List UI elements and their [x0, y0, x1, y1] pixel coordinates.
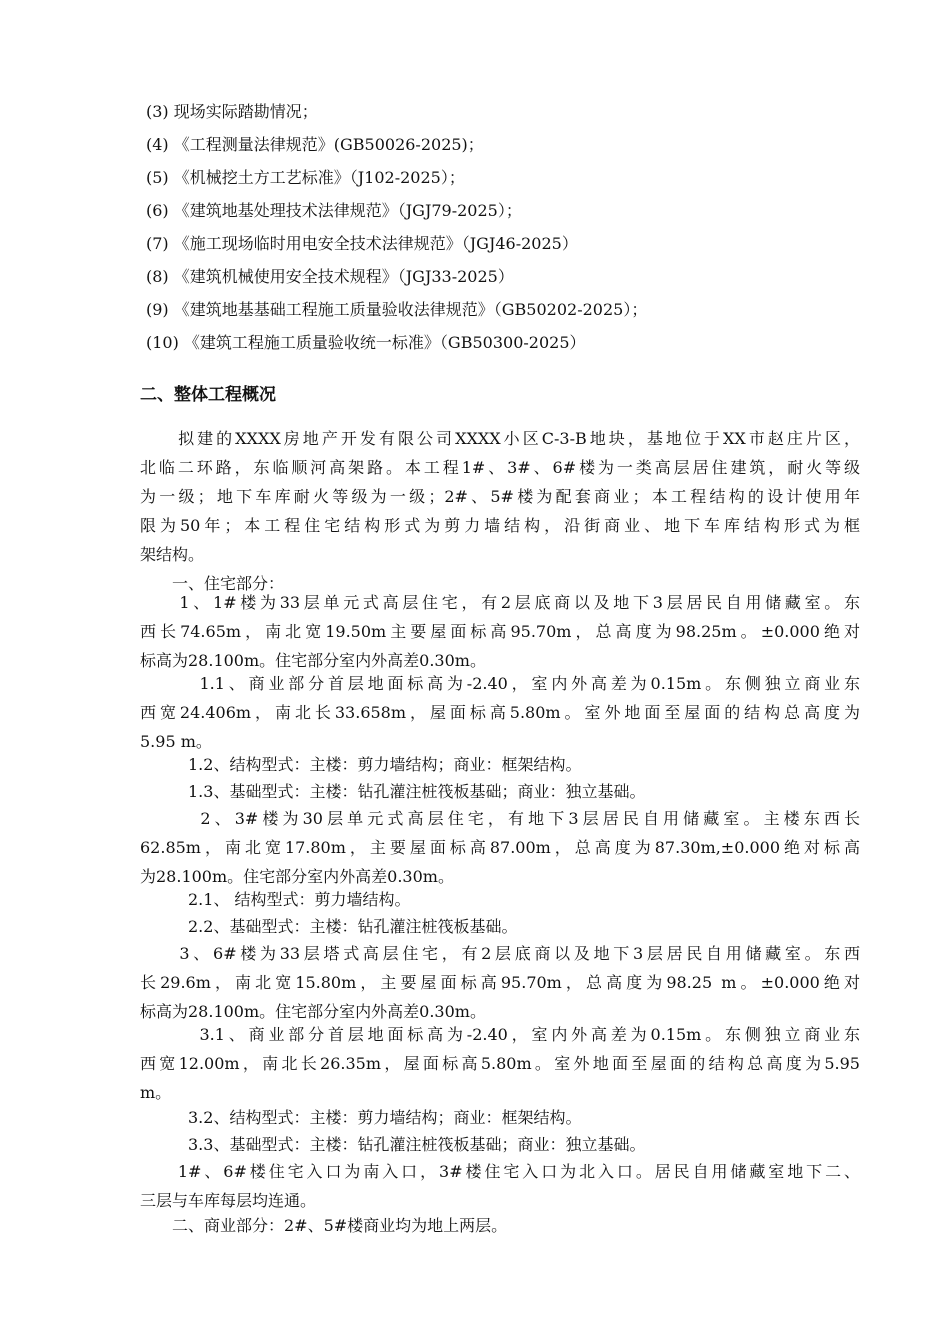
- reference-item: (9) 《建筑地基基础工程施工质量验收法律规范》（GB50202-2025）；: [146, 300, 648, 319]
- text-line: 西长74.65m，南北宽19.50m主要屋面标高95.70m，总高度为98.25m。±0.000绝对: [140, 622, 860, 641]
- text-line: 1#、6#楼住宅入口为南入口，3#楼住宅入口为北入口。居民自用储藏室地下二、: [140, 1162, 860, 1181]
- paragraph-building-1-structure: [140, 750, 860, 779]
- reference-item: (8) 《建筑机械使用安全技术规程》（JGJ33-2025）: [146, 267, 514, 286]
- text-line: 长29.6m，南北宽15.80m，主要屋面标高95.70m，总高度为98.25 m。±0.000绝对: [140, 973, 860, 992]
- paragraph-building-3-foundation: [140, 912, 860, 941]
- paragraph-building-1-commercial: [140, 669, 860, 756]
- text-line: 62.85m，南北宽17.80m，主要屋面标高87.00m，总高度为87.30m,±0.000绝对标高: [140, 838, 860, 857]
- text-line: 2.1、 结构型式：剪力墙结构。: [140, 890, 411, 909]
- paragraph-building-3-structure: [140, 885, 860, 914]
- text-line: 一、住宅部分：: [140, 574, 285, 593]
- paragraph-building-6: [140, 939, 860, 1026]
- text-line: 1.3、基础型式：主楼：钻孔灌注桩筏板基础；商业：独立基础。: [140, 782, 646, 801]
- text-line: 3.3、基础型式：主楼：钻孔灌注桩筏板基础；商业：独立基础。: [140, 1135, 646, 1154]
- text-line: 拟建的XXXX房地产开发有限公司XXXX小区C-3-B地块，基地位于XX市赵庄片区，: [140, 429, 860, 448]
- reference-item: (6) 《建筑地基处理技术法律规范》（JGJ79-2025）；: [146, 201, 522, 220]
- text-line: 1.1、商业部分首层地面标高为-2.40，室内外高差为0.15m。东侧独立商业东: [140, 674, 860, 693]
- text-line: 北临二环路，东临顺河高架路。本工程1#、3#、6#楼为一类高层居住建筑，耐火等级: [140, 458, 860, 477]
- paragraph-building-1-foundation: [140, 777, 860, 806]
- text-line: 3.1、商业部分首层地面标高为-2.40，室内外高差为0.15m。东侧独立商业东: [140, 1025, 860, 1044]
- reference-item: (10) 《建筑工程施工质量验收统一标准》（GB50300-2025）: [146, 333, 586, 352]
- reference-item: (4) 《工程测量法律规范》(GB50026-2025)；: [146, 135, 484, 154]
- text-line: 三层与车库每层均连通。: [140, 1191, 317, 1210]
- paragraph-overview: [140, 424, 860, 569]
- text-line: 限为50年；本工程住宅结构形式为剪力墙结构，沿街商业、地下车库结构形式为框: [140, 516, 860, 535]
- reference-item: (7) 《施工现场临时用电安全技术法律规范》（JGJ46-2025）: [146, 234, 578, 253]
- text-line: m。: [140, 1083, 172, 1102]
- reference-item: (3) 现场实际踏勘情况；: [146, 102, 318, 121]
- text-line: 西宽24.406m，南北长33.658m，屋面标高5.80m。室外地面至屋面的结构总高度为: [140, 703, 860, 722]
- paragraph-building-3: [140, 804, 860, 891]
- text-line: 5.95 m。: [140, 732, 212, 751]
- text-line: 1、1#楼为33层单元式高层住宅，有2层底商以及地下3层居民自用储藏室。东: [140, 593, 860, 612]
- text-line: 标高为28.100m。住宅部分室内外高差0.30m。: [140, 1002, 486, 1021]
- text-line: 二、商业部分：2#、5#楼商业均为地上两层。: [140, 1216, 508, 1235]
- text-line: 西宽12.00m，南北长26.35m，屋面标高5.80m。室外地面至屋面的结构总高度为5.95: [140, 1054, 860, 1073]
- paragraph-building-1: [140, 588, 860, 675]
- text-line: 为28.100m。住宅部分室内外高差0.30m。: [140, 867, 454, 886]
- paragraph-building-6-commercial: [140, 1020, 860, 1107]
- text-line: 2.2、基础型式：主楼：钻孔灌注桩筏板基础。: [140, 917, 518, 936]
- section-title: 二、整体工程概况: [140, 385, 276, 405]
- text-line: 3、6#楼为33层塔式高层住宅，有2层底商以及地下3层居民自用储藏室。东西: [140, 944, 860, 963]
- text-line: 2、3#楼为30层单元式高层住宅，有地下3层居民自用储藏室。主楼东西长: [140, 809, 860, 828]
- text-line: 1.2、结构型式：主楼：剪力墙结构；商业：框架结构。: [140, 755, 582, 774]
- paragraph-entrances: [140, 1157, 860, 1215]
- reference-item: (5) 《机械挖土方工艺标准》（J102-2025）；: [146, 168, 465, 187]
- text-line: 架结构。: [140, 545, 205, 564]
- text-line: 3.2、结构型式：主楼：剪力墙结构；商业：框架结构。: [140, 1108, 582, 1127]
- text-line: 标高为28.100m。住宅部分室内外高差0.30m。: [140, 651, 486, 670]
- paragraph-building-6-structure: [140, 1103, 860, 1132]
- paragraph-building-6-foundation: [140, 1130, 860, 1159]
- paragraph-commercial-heading: [140, 1211, 860, 1240]
- text-line: 为一级；地下车库耐火等级为一级；2#、5#楼为配套商业；本工程结构的设计使用年: [140, 487, 860, 506]
